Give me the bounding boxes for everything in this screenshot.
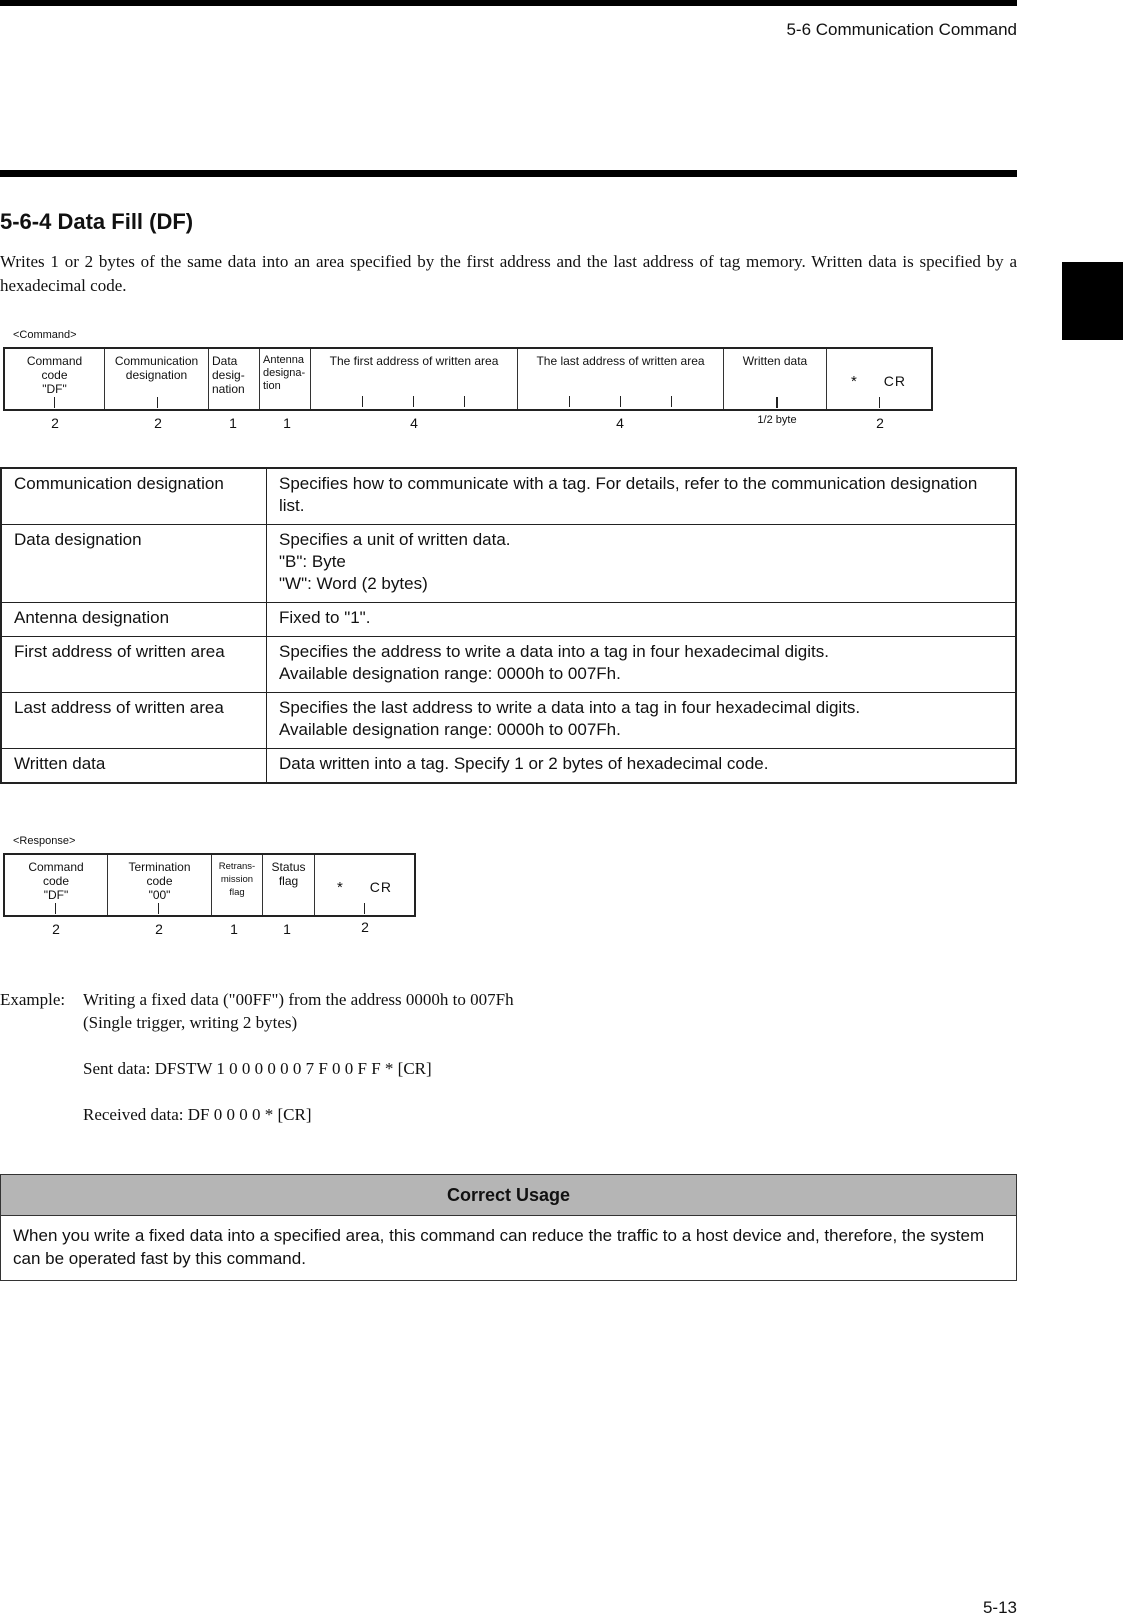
tick xyxy=(157,397,158,408)
field-name: First address of written area xyxy=(1,637,267,693)
page-number: 5-13 xyxy=(982,1598,1017,1617)
tick xyxy=(464,396,465,407)
cell-communication-designation: Communication designation xyxy=(105,349,209,409)
cr-symbol: CR xyxy=(369,879,393,895)
field-name: Data designation xyxy=(1,525,267,603)
section-title: 5-6-4 Data Fill (DF) xyxy=(0,209,194,234)
field-name: Last address of written area xyxy=(1,693,267,749)
field-description: Specifies how to communicate with a tag. For details, refer to the communication designation list. xyxy=(267,468,1017,525)
field-name: Antenna designation xyxy=(1,603,267,637)
example-received-data: Received data: DF 0 0 0 0 * [CR] xyxy=(83,1105,312,1124)
command-frame xyxy=(3,347,933,411)
byte-count: 2 xyxy=(361,919,369,935)
terminator xyxy=(315,880,414,895)
example-label: Example: xyxy=(0,990,66,1009)
intro-paragraph: Writes 1 or 2 bytes of the same data into an area specified by the first address and the last address of tag memory. Written data is specified by a hexadecimal code. xyxy=(0,252,1017,295)
response-frame xyxy=(3,853,416,917)
byte-count: 2 xyxy=(52,921,60,937)
written-data-label: Written data xyxy=(742,354,808,368)
tick xyxy=(671,396,672,407)
cell-antenna-designation: Antenna designa- tion xyxy=(260,349,311,409)
field-description: Fixed to "1". xyxy=(267,603,1017,637)
tick xyxy=(569,396,570,407)
example-description: Writing a fixed data ("00FF") from the address 0000h to 007Fh xyxy=(83,990,514,1009)
cell-command-code: Command code "DF" xyxy=(5,855,108,915)
cell-data-designation: Data desig- nation xyxy=(209,349,260,409)
byte-count: 2 xyxy=(876,415,884,431)
cell-last-address xyxy=(518,349,724,409)
table-row xyxy=(1,637,1016,693)
cell-first-address xyxy=(311,349,518,409)
field-description: Specifies the address to write a data into a tag in four hexadecimal digits. Available designation range: 0000h to 007Fh. xyxy=(267,637,1017,693)
table-row xyxy=(1,525,1016,603)
command-frame-label: <Command> xyxy=(13,329,77,341)
asterisk-symbol: * xyxy=(336,879,344,896)
tick xyxy=(55,903,56,914)
section-rule xyxy=(0,170,1017,177)
first-address-label: The first address of written area xyxy=(329,354,499,368)
running-header: 5-6 Communication Command xyxy=(786,20,1017,39)
tick xyxy=(364,903,365,914)
byte-count: 1 xyxy=(283,415,291,431)
response-frame-label: <Response> xyxy=(13,835,76,847)
cell-command-code: Command code "DF" xyxy=(5,349,105,409)
last-address-label: The last address of written area xyxy=(536,354,705,368)
cell-retransmission-flag: Retrans- mission flag xyxy=(212,855,263,915)
table-row xyxy=(1,693,1016,749)
tick xyxy=(879,397,880,408)
byte-count: 1 xyxy=(229,415,237,431)
cell-termination-code: Termination code "00" xyxy=(108,855,212,915)
example-condition: (Single trigger, writing 2 bytes) xyxy=(83,1013,298,1032)
tick xyxy=(620,396,621,407)
field-name: Written data xyxy=(1,749,267,784)
field-description: Data written into a tag. Specify 1 or 2 bytes of hexadecimal code. xyxy=(267,749,1017,784)
byte-count-note: 1/2 byte xyxy=(757,414,797,426)
byte-count: 2 xyxy=(155,921,163,937)
byte-count: 4 xyxy=(410,415,418,431)
tick xyxy=(776,397,778,408)
field-description: Specifies a unit of written data. "B": Byte "W": Word (2 bytes) xyxy=(267,525,1017,603)
tick xyxy=(54,397,55,408)
byte-count: 1 xyxy=(283,921,291,937)
table-row xyxy=(1,468,1016,525)
byte-count: 1 xyxy=(230,921,238,937)
cell-status-flag: Status flag xyxy=(263,855,315,915)
byte-count: 4 xyxy=(616,415,624,431)
correct-usage-body: When you write a fixed data into a specified area, this command can reduce the traffic to a host device and, therefore, the system can be operated fast by this command. xyxy=(13,1226,985,1268)
chapter-tab xyxy=(1062,262,1123,340)
tick xyxy=(362,396,363,407)
correct-usage-box xyxy=(0,1174,1017,1281)
field-name: Communication designation xyxy=(1,468,267,525)
field-description-table xyxy=(0,467,1017,784)
header-rule xyxy=(0,0,1017,6)
tick xyxy=(158,903,159,914)
table-row xyxy=(1,749,1016,784)
field-description: Specifies the last address to write a data into a tag in four hexadecimal digits. Available designation range: 0000h to 007Fh. xyxy=(267,693,1017,749)
byte-count: 2 xyxy=(51,415,59,431)
example-sent-data: Sent data: DFSTW 1 0 0 0 0 0 0 7 F 0 0 F F * [CR] xyxy=(83,1059,432,1078)
byte-count: 2 xyxy=(154,415,162,431)
terminator xyxy=(827,374,930,389)
tick xyxy=(413,396,414,407)
asterisk-symbol: * xyxy=(850,373,858,390)
table-row xyxy=(1,603,1016,637)
cr-symbol: CR xyxy=(883,373,907,389)
correct-usage-title: Correct Usage xyxy=(1,1175,1016,1216)
